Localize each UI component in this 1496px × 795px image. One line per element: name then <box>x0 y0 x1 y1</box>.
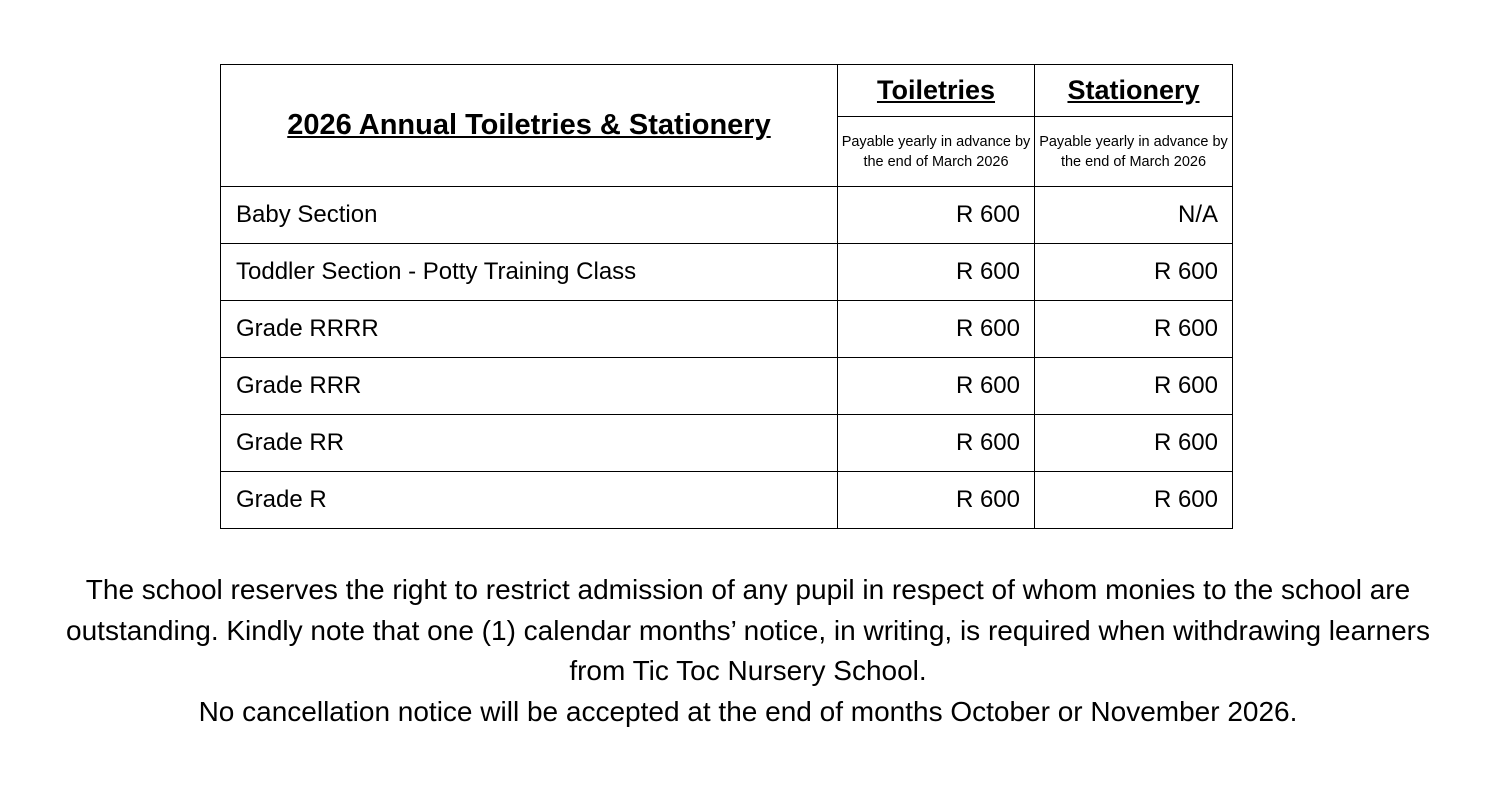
toiletries-value: R 600 <box>838 187 1035 244</box>
stationery-value: R 600 <box>1035 244 1233 301</box>
table-row <box>221 472 1233 529</box>
table-header-row <box>221 65 1233 117</box>
toiletries-value: R 600 <box>838 301 1035 358</box>
toiletries-value: R 600 <box>838 472 1035 529</box>
stationery-value: R 600 <box>1035 358 1233 415</box>
toiletries-value: R 600 <box>838 358 1035 415</box>
fee-table <box>220 64 1233 529</box>
row-label: Baby Section <box>221 187 838 244</box>
admission-notice: The school reserves the right to restrict admission of any pupil in respect of whom monies to the school are outstanding. Kindly note that one (1) calendar months’ notice, in writing, is required when withdrawing learners from Tic Toc Nursery School. <box>66 574 1430 686</box>
footer-notice <box>0 570 1496 732</box>
stationery-value: R 600 <box>1035 301 1233 358</box>
row-label: Grade RRR <box>221 358 838 415</box>
table-row <box>221 244 1233 301</box>
toiletries-value: R 600 <box>838 244 1035 301</box>
row-label: Toddler Section - Potty Training Class <box>221 244 838 301</box>
table-row <box>221 358 1233 415</box>
row-label: Grade RR <box>221 415 838 472</box>
toiletries-value: R 600 <box>838 415 1035 472</box>
table-title: 2026 Annual Toiletries & Stationery <box>221 65 838 187</box>
stationery-value: N/A <box>1035 187 1233 244</box>
row-label: Grade R <box>221 472 838 529</box>
table-row <box>221 415 1233 472</box>
table-row <box>221 187 1233 244</box>
row-label: Grade RRRR <box>221 301 838 358</box>
column-note-toiletries: Payable yearly in advance by the end of March 2026 <box>838 117 1035 187</box>
column-header-stationery: Stationery <box>1035 65 1233 117</box>
stationery-value: R 600 <box>1035 415 1233 472</box>
column-note-stationery: Payable yearly in advance by the end of March 2026 <box>1035 117 1233 187</box>
table-row <box>221 301 1233 358</box>
stationery-value: R 600 <box>1035 472 1233 529</box>
cancellation-notice: No cancellation notice will be accepted at the end of months October or November 2026. <box>198 695 1298 727</box>
column-header-toiletries: Toiletries <box>838 65 1035 117</box>
